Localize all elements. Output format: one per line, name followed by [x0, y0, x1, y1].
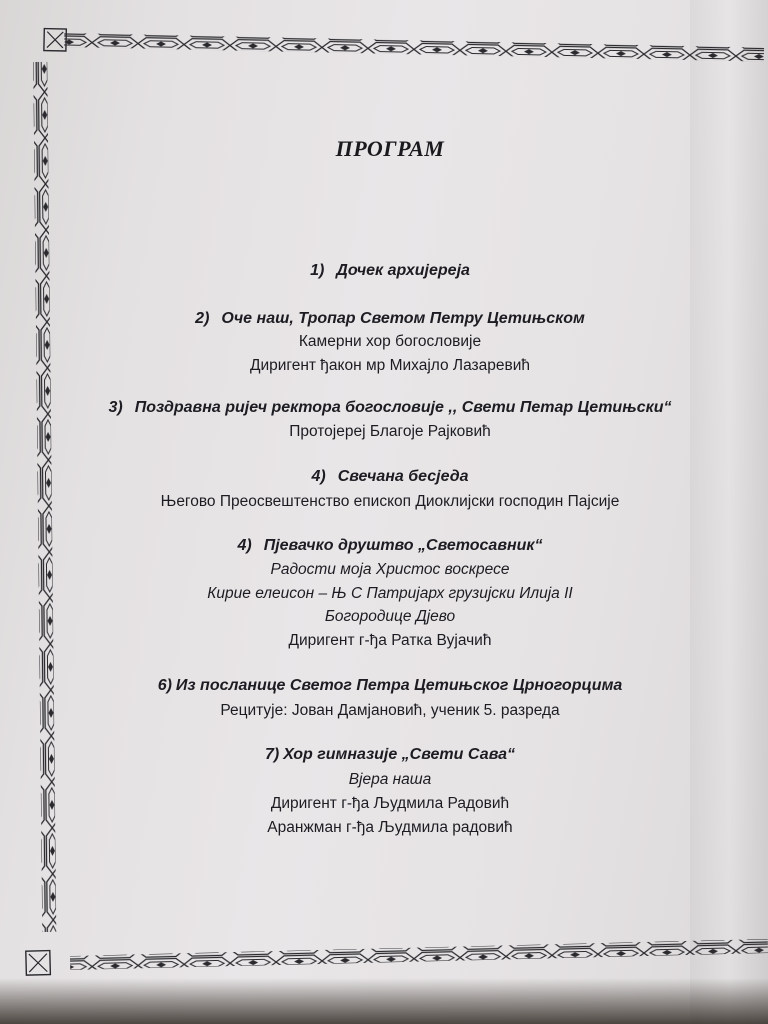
program-item-number: 4) — [311, 468, 326, 485]
program-item-number: 2) — [195, 310, 210, 327]
program-title: ПРОГРАМ — [335, 136, 445, 161]
program-item-title: Пјевачко друштво „Светосавник“ — [263, 537, 543, 554]
program-item-2-line-1: Камерни хор богословије — [298, 333, 482, 350]
program-item-3-heading — [0, 399, 768, 417]
program-item-4-line-1: Његово Преосвештенство епископ Диоклијски господин Пајсије — [160, 493, 620, 510]
program-item-title: Из посланице Светог Петра Цетињског Црногорцима — [175, 677, 623, 694]
program-item-4-heading — [0, 468, 768, 486]
program-item-number: 6) — [157, 677, 172, 694]
program-item-title: Хор гимназије „Свети Сава“ — [283, 746, 516, 763]
program-item-5-piece-3: Богородице Дјево — [324, 608, 456, 625]
program-item-5-piece-1: Радости моја Христос воскресе — [270, 561, 510, 578]
program-item-5-piece-2: Кирие елеисон – Њ С Патријарх грузијски Илија II — [207, 585, 573, 602]
program-item-5-heading — [0, 537, 768, 555]
program-item-title: Свечана бесједа — [337, 468, 469, 485]
program-item-number: 3) — [108, 399, 123, 416]
program-item-6-heading — [0, 677, 768, 695]
program-item-2-heading — [0, 310, 768, 328]
table-shadow — [0, 978, 768, 1024]
program-item-7-heading — [0, 746, 768, 764]
program-item-title: Поздравна ријеч ректора богословије ,, Свети Петар Цетињски“ — [134, 399, 672, 416]
program-item-title: Дочек архијереја — [336, 262, 470, 279]
program-item-number: 1) — [310, 262, 325, 279]
program-item-2-line-2: Диригент ђакон мр Михајло Лазаревић — [249, 357, 531, 374]
program-item-3-line-1: Протојереј Благоје Рајковић — [289, 423, 491, 440]
program-item-7-piece-1: Вјера наша — [348, 771, 432, 788]
program-item-6-line-1: Рецитује: Јован Дамјановић, ученик 5. разреда — [220, 702, 560, 719]
program-item-number: 7) — [264, 746, 280, 763]
program-item-7-line-1: Диригент г-ђа Људмила Радовић — [270, 795, 510, 812]
program-item-5-line-1: Диригент г-ђа Ратка Вујачић — [288, 632, 492, 649]
program-item-title: Оче наш, Тропар Светом Петру Цетињском — [221, 310, 585, 327]
program-item-number: 4) — [237, 537, 252, 554]
program-item-7-line-2: Аранжман г-ђа Људмила радовић — [267, 819, 513, 836]
program-item-1-heading — [0, 262, 768, 280]
